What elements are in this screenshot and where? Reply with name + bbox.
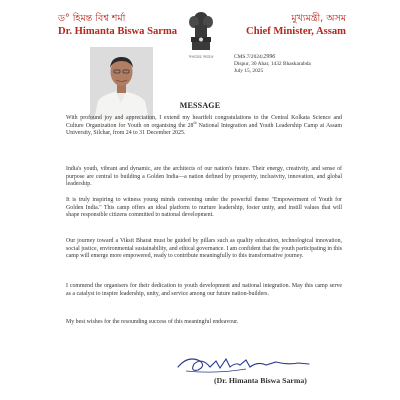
intro-superscript: th: [193, 120, 197, 125]
paragraph-5: My best wishes for the resounding success of this meaningful endeavour.: [66, 319, 239, 325]
emblem-motto: সত্যমেৱ জয়তে: [188, 54, 214, 59]
reference-handwritten-number: 2996: [263, 54, 276, 60]
paragraph-4: I commend the organisers for their dedication to youth development and national integration. May this camp serve as a catalyst to inspire leadership, unity, and service among our future nation-builders.: [66, 283, 342, 297]
reference-number: [234, 54, 311, 61]
paragraph-3: Our journey toward a Viksit Bharat must be guided by pillars such as quality education, technological innovation, social justice, environmental sustainability, and ethical governance. I am confident that the youth participating in this camp will emerge more empowered, ready to contribute meaningfully to this transformative journey.: [66, 238, 342, 260]
lion-capital-icon: [186, 10, 216, 54]
reference-prefix: CMS.7/2024/: [234, 54, 264, 60]
handwritten-signature: [176, 353, 311, 375]
signatory-name: (Dr. Himanta Biswa Sarma): [214, 376, 307, 385]
message-title: MESSAGE: [179, 101, 221, 110]
reference-date: July 15, 2025: [234, 68, 264, 74]
paragraph-intro: [66, 115, 342, 138]
letterhead-left: [58, 13, 178, 39]
paragraph-2: It is truly inspiring to witness young minds convening under the powerful theme "Empowerment of Youth for Golden India." This camp offers an ideal platform to nurture leadership, foster unity, and instill values that will shape responsible citizens committed to national development.: [66, 197, 342, 219]
intro-text-a: With profound joy and appreciation, I extend my heartfelt congratulations to the Central Kolkata Science and Culture Organization for Youth on organising the 28: [66, 115, 342, 129]
national-emblem: [180, 10, 222, 64]
reference-block: [234, 54, 311, 75]
reference-place-date: Dispur, 30 Ahar, 1432 Bhaskarabda: [234, 61, 311, 67]
paragraph-1: India's youth, vibrant and dynamic, are the architects of our nation's future. Their energy, creativity, and sense of purpose are central to building a Golden India—a nation defined by prosperity, inclusivity, innovation, and global leadership.: [66, 166, 342, 188]
sender-name: Dr. Himanta Biswa Sarma: [58, 26, 178, 37]
designation: Chief Minister, Assam: [246, 26, 346, 37]
designation-assamese: মুখ্যমন্ত্ৰী, অসম: [291, 13, 346, 24]
sender-name-assamese: ড° হিমন্ত বিশ্ব শৰ্মা: [58, 13, 126, 24]
letterhead-right: [226, 13, 346, 39]
intro-text-b: National Integration and Youth Leadership Camp at Assam University, Silchar, from 24 to 31 December 2025.: [66, 122, 342, 137]
